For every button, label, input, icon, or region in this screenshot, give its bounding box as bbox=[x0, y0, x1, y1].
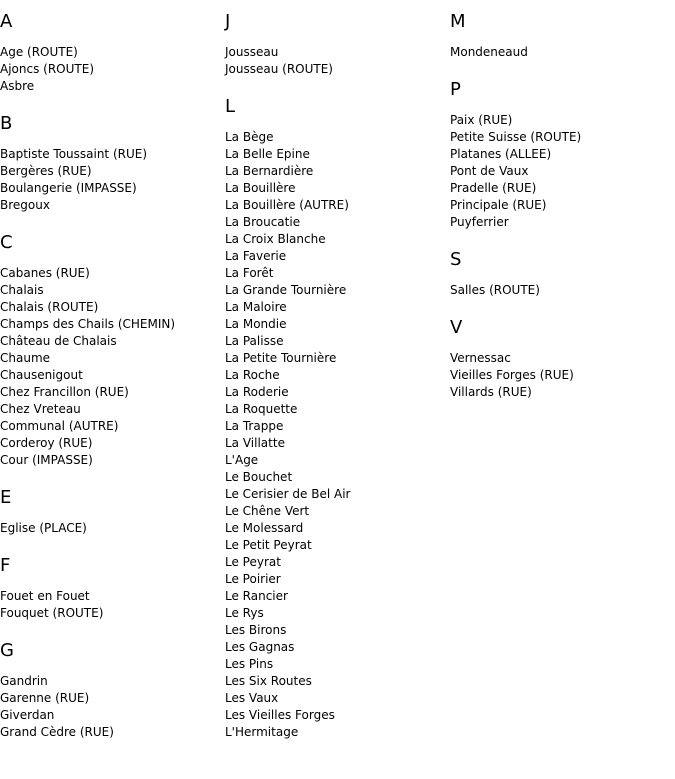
street-link[interactable]: La Trappe bbox=[225, 419, 284, 433]
street-link[interactable]: Gandrin bbox=[0, 674, 48, 688]
letter-group bbox=[0, 640, 225, 741]
street-link[interactable]: Fouet en Fouet bbox=[0, 589, 90, 603]
street-link[interactable]: La Petite Tournière bbox=[225, 351, 337, 365]
letter-heading: J bbox=[225, 11, 231, 32]
street-link[interactable]: La Bouillère bbox=[225, 181, 296, 195]
street-link[interactable]: La Roquette bbox=[225, 402, 298, 416]
street-link[interactable]: Le Poirier bbox=[225, 572, 281, 586]
letter-group bbox=[0, 555, 225, 622]
letter-heading: G bbox=[0, 640, 14, 661]
street-link[interactable]: Chaume bbox=[0, 351, 51, 365]
street-link[interactable]: Chalais (ROUTE) bbox=[0, 300, 99, 314]
letter-group bbox=[0, 11, 225, 95]
street-list bbox=[0, 673, 225, 741]
letter-group bbox=[225, 96, 450, 741]
letter-heading: L bbox=[225, 96, 236, 117]
street-link[interactable]: La Belle Epine bbox=[225, 147, 310, 161]
street-list bbox=[450, 282, 675, 299]
street-link[interactable]: La Forêt bbox=[225, 266, 274, 280]
street-link[interactable]: Les Pins bbox=[225, 657, 274, 671]
column-3 bbox=[450, 11, 675, 419]
street-link[interactable]: Chez Vreteau bbox=[0, 402, 81, 416]
street-list bbox=[225, 44, 450, 78]
street-link[interactable]: Bregoux bbox=[0, 198, 50, 212]
street-link[interactable]: Platanes (ALLEE) bbox=[450, 147, 552, 161]
street-link[interactable]: La Bouillère (AUTRE) bbox=[225, 198, 349, 212]
street-link[interactable]: Jousseau bbox=[225, 45, 279, 59]
street-link[interactable]: Chausenigout bbox=[0, 368, 83, 382]
street-link[interactable]: Fouquet (ROUTE) bbox=[0, 606, 104, 620]
street-link[interactable]: Puyferrier bbox=[450, 215, 509, 229]
street-link[interactable]: Les Six Routes bbox=[225, 674, 312, 688]
street-link[interactable]: Le Rancier bbox=[225, 589, 288, 603]
street-link[interactable]: Les Vieilles Forges bbox=[225, 708, 335, 722]
column-2 bbox=[225, 11, 450, 759]
street-link[interactable]: La Bège bbox=[225, 130, 274, 144]
street-link[interactable]: Château de Chalais bbox=[0, 334, 117, 348]
street-link[interactable]: Chalais bbox=[0, 283, 44, 297]
street-list bbox=[0, 520, 225, 537]
street-link[interactable]: La Maloire bbox=[225, 300, 287, 314]
street-link[interactable]: Bergères (RUE) bbox=[0, 164, 92, 178]
street-link[interactable]: Garenne (RUE) bbox=[0, 691, 90, 705]
street-link[interactable]: Le Petit Peyrat bbox=[225, 538, 312, 552]
street-link[interactable]: Les Gagnas bbox=[225, 640, 295, 654]
street-link[interactable]: La Mondie bbox=[225, 317, 287, 331]
letter-heading: A bbox=[0, 11, 13, 32]
street-link[interactable]: La Grande Tournière bbox=[225, 283, 347, 297]
letter-group bbox=[450, 11, 675, 61]
street-list bbox=[450, 44, 675, 61]
letter-heading: P bbox=[450, 79, 461, 100]
street-link[interactable]: Cabanes (RUE) bbox=[0, 266, 90, 280]
street-link[interactable]: La Croix Blanche bbox=[225, 232, 326, 246]
street-link[interactable]: Les Birons bbox=[225, 623, 287, 637]
letter-heading: F bbox=[0, 555, 11, 576]
street-link[interactable]: Boulangerie (IMPASSE) bbox=[0, 181, 137, 195]
street-list bbox=[450, 350, 675, 401]
street-link[interactable]: L'Hermitage bbox=[225, 725, 299, 739]
street-link[interactable]: La Roche bbox=[225, 368, 280, 382]
letter-group bbox=[0, 232, 225, 469]
street-link[interactable]: La Palisse bbox=[225, 334, 284, 348]
street-link[interactable]: Principale (RUE) bbox=[450, 198, 547, 212]
street-link[interactable]: Villards (RUE) bbox=[450, 385, 532, 399]
letter-heading: M bbox=[450, 11, 466, 32]
street-link[interactable]: Champs des Chails (CHEMIN) bbox=[0, 317, 176, 331]
street-link[interactable]: La Bernardière bbox=[225, 164, 314, 178]
letter-group bbox=[0, 487, 225, 537]
letter-group bbox=[450, 79, 675, 231]
street-link[interactable]: Asbre bbox=[0, 79, 35, 93]
street-list bbox=[0, 44, 225, 95]
street-link[interactable]: Eglise (PLACE) bbox=[0, 521, 87, 535]
street-link[interactable]: L'Age bbox=[225, 453, 259, 467]
letter-group bbox=[450, 249, 675, 299]
letter-heading: E bbox=[0, 487, 12, 508]
letter-group bbox=[225, 11, 450, 78]
street-link[interactable]: Chez Francillon (RUE) bbox=[0, 385, 129, 399]
street-link[interactable]: Cour (IMPASSE) bbox=[0, 453, 93, 467]
street-link[interactable]: Age (ROUTE) bbox=[0, 45, 78, 59]
street-link[interactable]: Le Peyrat bbox=[225, 555, 281, 569]
street-list bbox=[0, 265, 225, 469]
street-link[interactable]: Giverdan bbox=[0, 708, 55, 722]
letter-group bbox=[450, 317, 675, 401]
street-link[interactable]: Corderoy (RUE) bbox=[0, 436, 93, 450]
street-link[interactable]: Ajoncs (ROUTE) bbox=[0, 62, 94, 76]
street-link[interactable]: Jousseau (ROUTE) bbox=[225, 62, 333, 76]
letter-group bbox=[0, 113, 225, 214]
street-link[interactable]: Salles (ROUTE) bbox=[450, 283, 540, 297]
street-link[interactable]: Le Chêne Vert bbox=[225, 504, 310, 518]
street-link[interactable]: Petite Suisse (ROUTE) bbox=[450, 130, 582, 144]
letter-heading: B bbox=[0, 113, 13, 134]
street-link[interactable]: Mondeneaud bbox=[450, 45, 528, 59]
street-list bbox=[225, 129, 450, 741]
street-link[interactable]: Baptiste Toussaint (RUE) bbox=[0, 147, 148, 161]
street-link[interactable]: Le Rys bbox=[225, 606, 264, 620]
letter-heading: S bbox=[450, 249, 462, 270]
street-link[interactable]: Communal (AUTRE) bbox=[0, 419, 119, 433]
street-link[interactable]: Le Molessard bbox=[225, 521, 304, 535]
letter-heading: V bbox=[450, 317, 463, 338]
street-link[interactable]: Vieilles Forges (RUE) bbox=[450, 368, 574, 382]
street-link[interactable]: La Broucatie bbox=[225, 215, 301, 229]
street-link[interactable]: Le Bouchet bbox=[225, 470, 293, 484]
street-list bbox=[0, 588, 225, 622]
street-link[interactable]: Pradelle (RUE) bbox=[450, 181, 537, 195]
street-link[interactable]: La Roderie bbox=[225, 385, 289, 399]
street-list bbox=[450, 112, 675, 231]
street-link[interactable]: Le Cerisier de Bel Air bbox=[225, 487, 351, 501]
street-link[interactable]: La Villatte bbox=[225, 436, 285, 450]
street-link[interactable]: Pont de Vaux bbox=[450, 164, 529, 178]
street-link[interactable]: Paix (RUE) bbox=[450, 113, 513, 127]
letter-heading: C bbox=[0, 232, 13, 253]
street-link[interactable]: La Faverie bbox=[225, 249, 287, 263]
street-list bbox=[0, 146, 225, 214]
column-1 bbox=[0, 11, 225, 759]
street-link[interactable]: Les Vaux bbox=[225, 691, 279, 705]
street-link[interactable]: Vernessac bbox=[450, 351, 511, 365]
street-link[interactable]: Grand Cèdre (RUE) bbox=[0, 725, 114, 739]
